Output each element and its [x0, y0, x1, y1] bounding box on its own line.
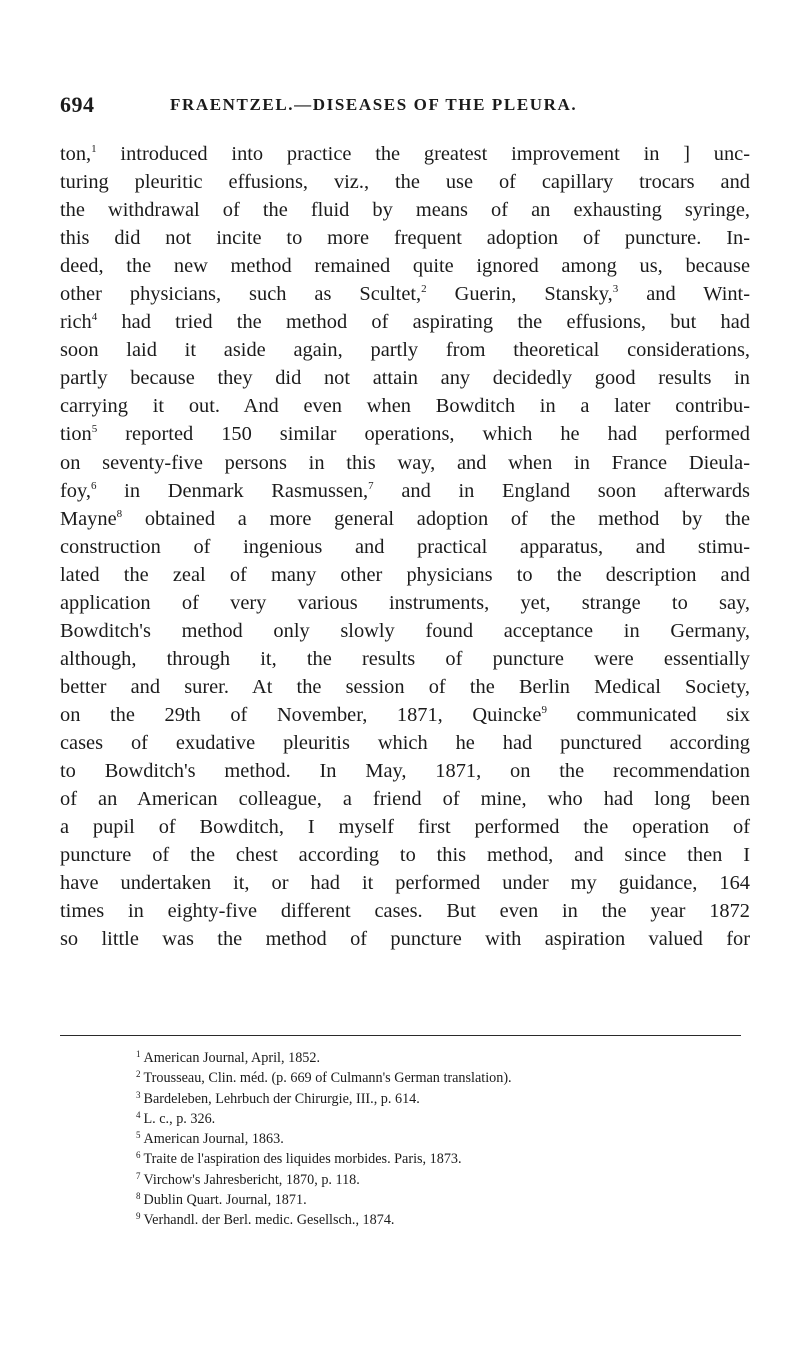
- footnote-mark: 7: [136, 1170, 141, 1181]
- text-run: have undertaken it, or had it performed under my guidance, 164: [60, 872, 750, 895]
- text-run: lated the zeal of many other physicians to the description and: [60, 563, 750, 586]
- footnote-mark: 4: [136, 1109, 141, 1120]
- text-run: had tried the method of aspirating the effusions, but had: [97, 311, 750, 334]
- text-run: carrying it out. And even when Bowditch in a later contribu-: [60, 395, 750, 418]
- text-run: Guerin, Stansky,: [426, 283, 613, 306]
- text-run: to Bowditch's method. In May, 1871, on the recommendation: [60, 760, 750, 783]
- text-line: [60, 617, 750, 645]
- text-line: [60, 757, 750, 785]
- text-line: [60, 561, 750, 589]
- footnote: [136, 1129, 756, 1149]
- text-run: other physicians, such as Scultet,: [60, 283, 422, 306]
- text-run: communicated six: [546, 703, 750, 726]
- text-line: [60, 196, 750, 224]
- footnote-ref: 6: [90, 479, 97, 492]
- text-run: on the 29th of November, 1871, Quincke: [60, 703, 542, 726]
- text-line: [60, 701, 750, 729]
- text-run: soon laid it aside again, partly from theoretical considerations,: [60, 339, 750, 362]
- text-run: application of very various instruments, yet, strange to say,: [60, 591, 750, 614]
- text-line: [60, 841, 750, 869]
- text-run: in Denmark Rasmussen,: [96, 479, 369, 502]
- footnote-mark: 8: [136, 1191, 141, 1202]
- footnote-text: American Journal, 1863.: [143, 1131, 284, 1148]
- footnote-text: Trousseau, Clin. méd. (p. 669 of Culmann's German translation).: [143, 1070, 512, 1087]
- text-run: Mayne: [60, 507, 117, 530]
- footnote-ref: 5: [91, 423, 98, 436]
- text-run: of an American colleague, a friend of mine, who had long been: [60, 788, 750, 811]
- text-run: a pupil of Bowditch, I myself first performed the operation of: [60, 816, 750, 839]
- footnote: [136, 1109, 756, 1129]
- text-line: [60, 308, 750, 336]
- footnote-ref: 2: [421, 283, 427, 296]
- text-line: [60, 813, 750, 841]
- text-line: [60, 392, 750, 420]
- text-line: [60, 280, 750, 308]
- page-number: 694: [60, 92, 95, 117]
- footnote-mark: 2: [136, 1069, 141, 1080]
- body-text: [60, 140, 750, 953]
- footnote-rule: [60, 1035, 741, 1036]
- text-run: and Wint-: [618, 283, 751, 306]
- footnotes: [136, 1048, 756, 1231]
- text-line: [60, 589, 750, 617]
- text-run: foy,: [60, 479, 91, 502]
- text-line: [60, 168, 750, 196]
- text-line: [60, 364, 750, 392]
- text-run: on seventy-five persons in this way, and when in France Dieula-: [60, 451, 750, 474]
- footnote-ref: 7: [368, 479, 374, 492]
- text-run: deed, the new method remained quite ignored among us, because: [60, 255, 750, 278]
- footnote-ref: 4: [91, 311, 98, 324]
- footnote-mark: 9: [136, 1211, 141, 1222]
- text-run: tion: [60, 423, 92, 446]
- text-line: [60, 533, 750, 561]
- text-run: obtained a more general adoption of the method by the: [122, 507, 750, 530]
- text-run: reported 150 similar operations, which he had performed: [97, 423, 750, 446]
- footnote-mark: 1: [136, 1049, 141, 1059]
- text-run: introduced into practice the greatest improvement in ] unc-: [96, 143, 750, 165]
- footnote: [136, 1190, 756, 1210]
- text-run: better and surer. At the session of the Berlin Medical Society,: [60, 675, 750, 698]
- page-header: [60, 92, 760, 122]
- footnote-text: L. c., p. 326.: [143, 1110, 216, 1127]
- footnote-text: Traite de l'aspiration des liquides morbides. Paris, 1873.: [143, 1151, 462, 1168]
- footnote-text: Dublin Quart. Journal, 1871.: [143, 1192, 307, 1209]
- text-run: rich: [60, 311, 92, 334]
- running-head: FRAENTZEL.—DISEASES OF THE PLEURA.: [170, 95, 578, 114]
- footnote-mark: 6: [136, 1150, 141, 1161]
- footnote-ref: 3: [612, 283, 619, 296]
- footnote-mark: 3: [136, 1089, 141, 1100]
- text-run: puncture of the chest according to this method, and since then I: [60, 844, 750, 867]
- footnote: [136, 1170, 756, 1190]
- text-line: [60, 336, 750, 364]
- text-line: [60, 673, 750, 701]
- text-line: [60, 645, 750, 673]
- footnote-mark: 5: [136, 1130, 141, 1141]
- footnote-text: Bardeleben, Lehrbuch der Chirurgie, III., p. 614.: [143, 1090, 420, 1107]
- text-line: [60, 420, 750, 448]
- footnote-ref: 9: [541, 703, 547, 716]
- text-run: partly because they did not attain any decidedly good results in: [60, 367, 750, 390]
- text-line: [60, 785, 750, 813]
- footnote-text: Virchow's Jahresbericht, 1870, p. 118.: [143, 1171, 360, 1188]
- footnote: [136, 1210, 756, 1230]
- text-run: although, through it, the results of puncture were essentially: [60, 647, 750, 670]
- text-line: [60, 140, 750, 168]
- footnote: [136, 1089, 756, 1109]
- text-run: this did not incite to more frequent adoption of puncture. In-: [60, 227, 750, 250]
- text-run: times in eighty-five different cases. But even in the year 1872: [60, 900, 750, 923]
- text-run: Bowditch's method only slowly found acceptance in Germany,: [60, 619, 750, 642]
- text-run: construction of ingenious and practical apparatus, and stimu-: [60, 535, 750, 558]
- footnote-text: American Journal, April, 1852.: [143, 1050, 321, 1066]
- footnote-text: Verhandl. der Berl. medic. Gesellsch., 1874.: [143, 1212, 395, 1229]
- text-line: [60, 449, 750, 477]
- footnote: [136, 1149, 756, 1169]
- text-line: [60, 729, 750, 757]
- text-line: [60, 224, 750, 252]
- text-line: [60, 505, 750, 533]
- text-line: [60, 897, 750, 925]
- text-run: and in England soon afterwards: [373, 479, 750, 502]
- text-line: [60, 252, 750, 280]
- text-line: [60, 925, 750, 953]
- footnote-ref: 8: [116, 507, 123, 520]
- text-run: so little was the method of puncture with aspiration valued for: [60, 928, 750, 951]
- text-run: the withdrawal of the fluid by means of an exhausting syringe,: [60, 199, 750, 222]
- text-run: ton,: [60, 143, 92, 165]
- footnote: [136, 1068, 756, 1088]
- footnote: [136, 1048, 756, 1068]
- footnote-ref: 1: [91, 143, 97, 155]
- text-line: [60, 869, 750, 897]
- text-run: turing pleuritic effusions, viz., the use of capillary trocars and: [60, 171, 750, 194]
- text-line: [60, 477, 750, 505]
- text-run: cases of exudative pleuritis which he had punctured according: [60, 731, 750, 754]
